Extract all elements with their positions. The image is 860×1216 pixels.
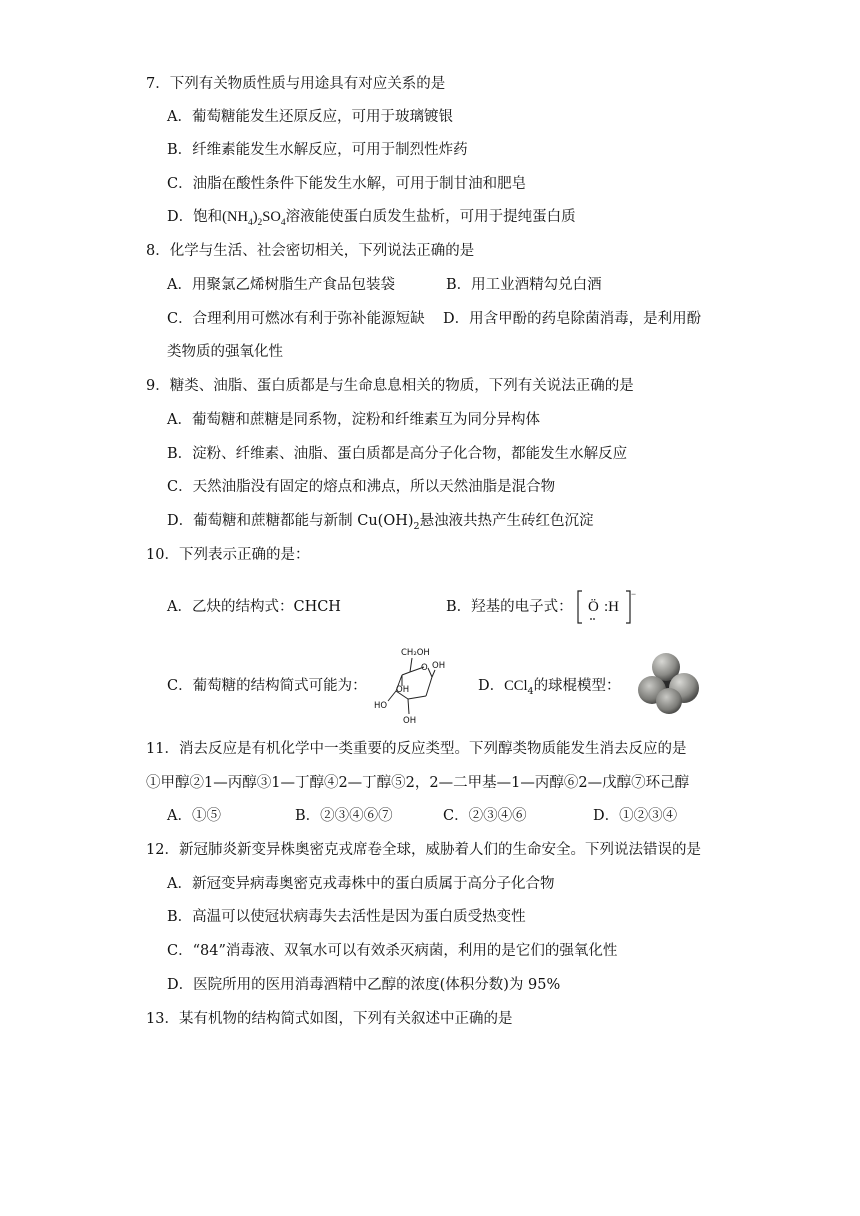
question-10-option-c: C．葡萄糖的结构简式可能为： [167, 678, 367, 694]
question-12-option-a: A．新冠变异病毒奥密克戎毒株中的蛋白质属于高分子化合物 [167, 876, 555, 892]
ccl4-ball-model-icon [636, 650, 702, 716]
ammonium-sulfate-formula: $(NH_4)_2SO_4$ [222, 209, 286, 228]
oxygen-symbol: Ö [588, 599, 599, 615]
question-7-option-d [167, 207, 576, 227]
question-13-stem: 13．某有机物的结构简式如图，下列有关叙述中正确的是 [146, 1011, 513, 1027]
glucose-ring-structure-icon [372, 644, 450, 726]
question-11-option-a: A．①⑤ [167, 808, 221, 824]
question-9-option-d: D．葡萄糖和蔗糖都能与新制 $Cu(OH)_2$悬浊液共热产生砖红色沉淀 [167, 513, 594, 532]
question-12-option-c: C．“84”消毒液、双氧水可以有效杀灭病菌，利用的是它们的强氧化性 [167, 943, 618, 959]
question-7-option-a: A．葡萄糖能发生还原反应，可用于玻璃镀银 [167, 109, 453, 125]
question-8-option-a: A．用聚氯乙烯树脂生产食品包装袋 [167, 277, 395, 293]
negative-charge: − [631, 589, 637, 599]
right-bracket-icon [626, 591, 630, 623]
question-10-option-b: B．羟基的电子式： [446, 599, 573, 615]
question-8-option-d: D．用含甲酚的药皂除菌消毒，是利用酚 [443, 311, 702, 327]
question-10-option-a: A．乙炔的结构式：CHCH [167, 599, 341, 615]
question-9-stem: 9．糖类、油脂、蛋白质都是与生命息息相关的物质，下列有关说法正确的是 [146, 378, 634, 394]
oh-label: OH [396, 685, 410, 695]
question-12-option-b: B．高温可以使冠状病毒失去活性是因为蛋白质受热变性 [167, 909, 526, 925]
question-7-stem: 7．下列有关物质性质与用途具有对应关系的是 [146, 76, 446, 92]
question-8-option-d-continued: 类物质的强氧化性 [167, 344, 283, 360]
question-9-option-b: B．淀粉、纤维素、油脂、蛋白质都是高分子化合物，都能发生水解反应 [167, 446, 628, 462]
question-11-option-b: B．②③④⑥⑦ [295, 808, 393, 824]
lone-pair-dot [590, 618, 592, 620]
option-d-suffix: 溶液能使蛋白质发生盐析，可用于提纯蛋白质 [285, 209, 576, 225]
lone-pair-dot [593, 618, 595, 620]
question-11-choices: ①甲醇②1—丙醇③1—丁醇④2—丁醇⑤2，2—二甲基—1—丙醇⑥2—戊醇⑦环己醇 [146, 775, 690, 791]
question-12-option-d: D．医院所用的医用消毒酒精中乙醇的浓度(体积分数)为 95% [167, 977, 561, 993]
question-12-stem: 12．新冠肺炎新变异株奥密克戎席卷全球，威胁着人们的生命安全。下列说法错误的是 [146, 842, 701, 858]
hydrogen-symbol: :H [604, 599, 619, 615]
ch2oh-label: CH₂OH [401, 648, 430, 658]
question-7-option-c: C．油脂在酸性条件下能发生水解，可用于制甘油和肥皂 [167, 176, 527, 192]
question-8-option-b: B．用工业酒精勾兑白酒 [446, 277, 602, 293]
oh-label: OH [403, 716, 417, 726]
question-11-option-d: D．①②③④ [593, 808, 678, 824]
option-d-prefix: D．饱和 [167, 209, 223, 225]
question-10-option-d: D．CCl$_4$的球棍模型： [478, 678, 621, 697]
question-11-stem: 11．消去反应是有机化学中一类重要的反应类型。下列醇类物质能发生消去反应的是 [146, 741, 687, 757]
question-9-option-a: A．葡萄糖和蔗糖是同系物，淀粉和纤维素互为同分异构体 [167, 412, 540, 428]
question-8-option-c: C．合理利用可燃冰有利于弥补能源短缺 [167, 311, 425, 327]
question-10-stem: 10．下列表示正确的是： [146, 547, 310, 563]
hydroxyl-electron-formula [577, 589, 635, 625]
question-11-option-c: C．②③④⑥ [443, 808, 527, 824]
left-bracket-icon [578, 591, 582, 623]
question-8-stem: 8．化学与生活、社会密切相关，下列说法正确的是 [146, 243, 475, 259]
ring-oxygen-label: O [421, 663, 428, 673]
ho-label: HO [374, 701, 388, 711]
oh-label: OH [432, 661, 446, 671]
question-7-option-b: B．纤维素能发生水解反应，可用于制烈性炸药 [167, 142, 468, 158]
question-9-option-c: C．天然油脂没有固定的熔点和沸点，所以天然油脂是混合物 [167, 479, 556, 495]
